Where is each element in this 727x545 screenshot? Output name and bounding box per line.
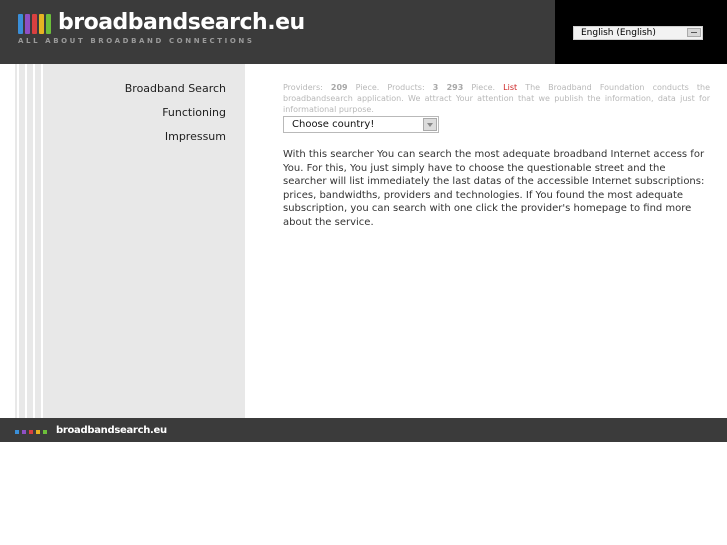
country-select-value: Choose country!: [292, 119, 375, 130]
logo-text: broadbandsearch.eu: [58, 10, 305, 35]
footer-square: [29, 430, 33, 434]
logo-bar: [39, 14, 44, 34]
language-select[interactable]: [573, 26, 703, 40]
logo-bars-icon: [18, 14, 52, 34]
notice-text: The Broadband Foundation conducts the broadbandsearch application. We attract Your attention that we publish the information, data just for informational purpose.: [283, 83, 710, 114]
language-panel: [555, 0, 727, 64]
stripe: [41, 64, 43, 418]
sidebar-nav: [125, 82, 226, 154]
footer-square: [15, 430, 19, 434]
country-select[interactable]: [283, 116, 439, 133]
stats-notice: [283, 82, 710, 115]
stripe: [25, 64, 27, 418]
sidebar: [15, 64, 245, 418]
footer-square: [43, 430, 47, 434]
dropdown-arrow-icon[interactable]: [687, 28, 701, 37]
providers-count: 209: [330, 83, 348, 92]
nav-item-impressum[interactable]: Impressum: [164, 130, 226, 143]
logo-bar: [46, 14, 51, 34]
providers-label: Providers:: [283, 83, 323, 92]
products-count: 3 293: [432, 83, 464, 92]
footer: [0, 418, 727, 442]
header: [0, 0, 727, 64]
language-select-value: English (English): [581, 28, 656, 38]
piece-label: Piece.: [355, 83, 380, 92]
logo-bar: [25, 14, 30, 34]
list-link[interactable]: List: [503, 83, 518, 92]
stripe: [17, 64, 19, 418]
piece-label: Piece.: [471, 83, 496, 92]
nav-item-broadband-search[interactable]: Broadband Search: [124, 82, 226, 95]
logo-bar: [32, 14, 37, 34]
chevron-down-icon[interactable]: [423, 118, 437, 131]
main-content: [283, 82, 710, 229]
stripe: [33, 64, 35, 418]
footer-square: [22, 430, 26, 434]
footer-logo-text: broadbandsearch.eu: [56, 425, 167, 436]
products-label: Products:: [387, 83, 425, 92]
footer-square: [36, 430, 40, 434]
logo-bar: [18, 14, 23, 34]
nav-item-functioning[interactable]: Functioning: [162, 106, 226, 119]
logo-tagline: ALL ABOUT BROADBAND CONNECTIONS: [18, 37, 255, 45]
description-text: With this searcher You can search the most adequate broadband Internet access for You. For this, You just simply have to choose the questionable street and the searcher will list immediately the last datas of the accessible Internet subscriptions: prices, bandwidths, providers and technologies. If You found the most adequate subscription, you can search with one click the provider's homepage to find more about the service.: [283, 149, 705, 228]
